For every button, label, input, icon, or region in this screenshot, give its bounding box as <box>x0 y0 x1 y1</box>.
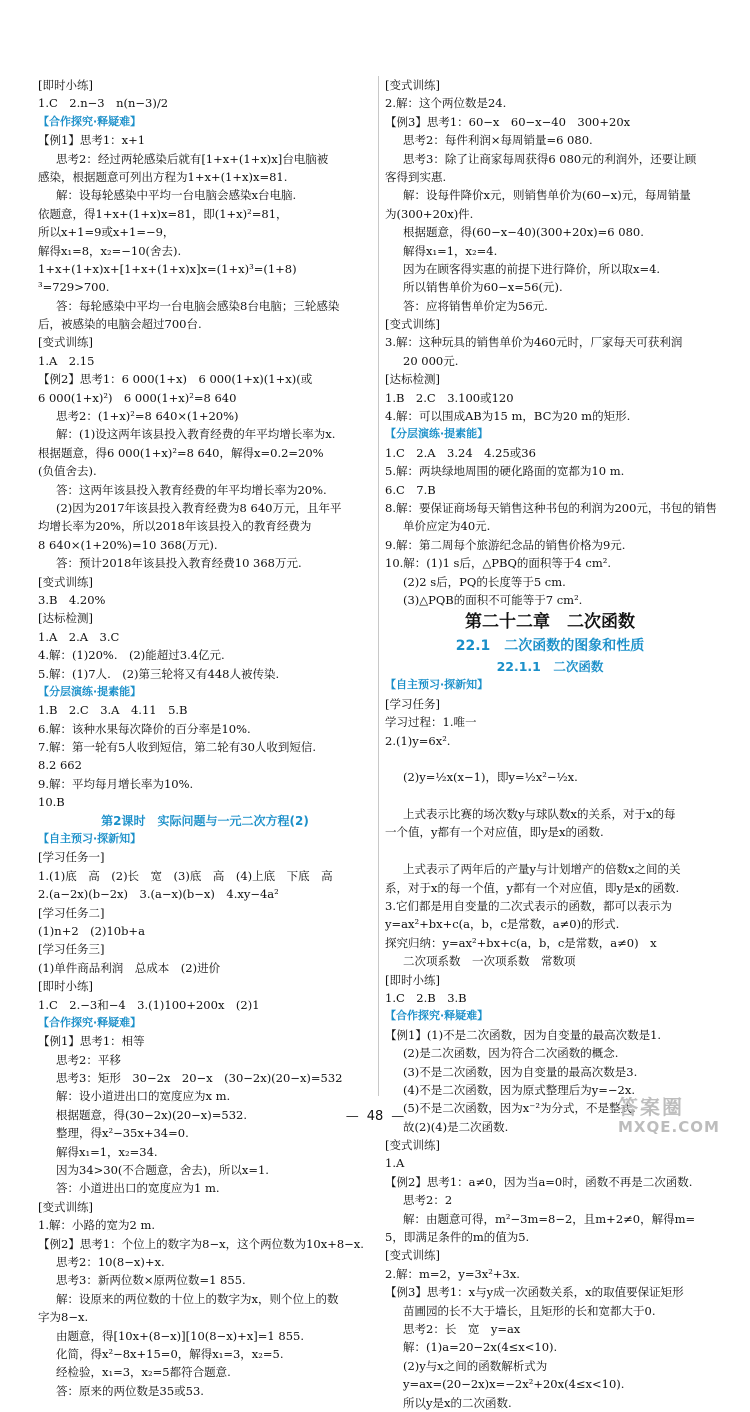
right-column-line: 根据题意，得(60−x−40)(300+20x)=6 080. <box>403 225 644 240</box>
left-column-line: (2)因为2017年该县投入教育经费为8 640万元，且年平 <box>56 500 342 515</box>
left-column-line: 1.C 2.n−3 n(n−3)/2 <box>38 96 169 111</box>
right-column-line: 客得到实惠. <box>385 169 447 184</box>
right-column-line: 一个值，y都有一个对应值，即y是x的函数. <box>385 825 604 840</box>
left-column-line: 8 640×(1+20%)=10 368(万元). <box>38 537 218 552</box>
right-column-line: 【例3】思考1：60−x 60−x−40 300+20x <box>385 114 631 129</box>
left-column-line: 1.A 2.15 <box>38 353 95 368</box>
right-column-line: 1.B 2.C 3.100或120 <box>385 390 514 405</box>
right-column-line: 【例1】(1)不是二次函数，因为自变量的最高次数是1. <box>385 1027 662 1042</box>
left-column-line: [学习任务一] <box>38 850 105 865</box>
right-column-line: [变式训练] <box>385 317 440 332</box>
right-column-line: y=ax²+bx+c(a，b，c是常数，a≠0)的形式. <box>385 917 620 932</box>
right-column-line: 8.解：要保证商场每天销售这种书包的利润为200元，书包的销售 <box>385 500 717 515</box>
left-column-line: 解得x₁=8，x₂=−10(舍去). <box>38 243 182 258</box>
right-column-line: 1.A <box>385 1156 405 1171</box>
left-column-line: 答：原来的两位数是35或53. <box>56 1383 204 1398</box>
right-column-line: 【例2】思考1：a≠0，因为当a=0时，函数不再是二次函数. <box>385 1174 693 1189</box>
left-column-line: [变式训练] <box>38 335 93 350</box>
left-column-line: 因为34>30(不合题意，舍去)，所以x=1. <box>56 1163 269 1178</box>
right-column-line: 学习过程：1.唯一 <box>385 715 477 730</box>
right-column-line: 解：设每件降价x元，则销售单价为(60−x)元，每周销量 <box>403 188 691 203</box>
left-column-line: [即时小练] <box>38 979 93 994</box>
right-column-line <box>385 842 715 860</box>
left-column-line: 答：每轮感染中平均一台电脑会感染8台电脑；三轮感染 <box>56 298 340 313</box>
right-column-line: 所以y是x的二次函数. <box>403 1395 512 1410</box>
left-column-line: 由题意，得[10x+(8−x)][10(8−x)+x]=1 855. <box>56 1328 304 1343</box>
left-column-line: [学习任务二] <box>38 905 105 920</box>
watermark-top-text: 答案圈 <box>618 1095 684 1119</box>
left-column-line: 5.解：(1)7人. (2)第三轮将又有448人被传染. <box>38 666 280 681</box>
right-column-line: 上式表示了两年后的产量y与计划增产的倍数x之间的关 <box>403 862 681 877</box>
left-column-line: 【自主预习·探新知】 <box>38 832 142 846</box>
left-column-line: 经检验，x₁=3，x₂=5都符合题意. <box>56 1365 231 1380</box>
right-column-line: (3)△PQB的面积不可能等于7 cm². <box>403 592 583 607</box>
right-column-line: [变式训练] <box>385 78 440 92</box>
right-column-line: y=ax=(20−2x)x=−2x²+20x(4≤x<10). <box>403 1377 625 1392</box>
left-column-line: 思考3：矩形 30−2x 20−x (30−2x)(20−x)=532 <box>56 1071 343 1086</box>
right-column-line: 思考3：除了让商家每周获得6 080元的利润外，还要让顾 <box>403 151 697 166</box>
right-column-line: [即时小练] <box>385 972 440 987</box>
right-column-line: 9.解：第二周每个旅游纪念品的销售价格为9元. <box>385 537 626 552</box>
right-column-line: (4)不是二次函数，因为原式整理后为y=−2x. <box>403 1082 636 1097</box>
left-column-line: 思考2：经过两轮感染后就有[1+x+(1+x)x]台电脑被 <box>56 151 329 166</box>
left-column-line: 【合作探究·释疑难】 <box>38 1015 142 1029</box>
left-column-line: 【例2】思考1：6 000(1+x) 6 000(1+x)(1+x)(或 <box>38 372 313 387</box>
left-column-line: 8.2 662 <box>38 758 82 773</box>
right-column-line: 22.1.1 二次函数 <box>496 659 604 675</box>
right-column-line: 思考2：每件利润×每周销量=6 080. <box>403 133 593 148</box>
right-column-line: 20 000元. <box>403 353 459 368</box>
right-column-line: 解：(1)a=20−2x(4≤x<10). <box>403 1340 558 1355</box>
right-column-line: 所以销售单价为60−x=56(元). <box>403 280 563 295</box>
left-column-line: [变式训练] <box>38 574 93 589</box>
left-column-line: 思考3：新两位数×原两位数=1 855. <box>56 1273 246 1288</box>
right-column-line: 因为在顾客得实惠的前提下进行降价，所以取x=4. <box>403 261 661 276</box>
left-column-line: 整理，得x²−35x+34=0. <box>56 1126 189 1141</box>
left-column-line: 思考2：(1+x)²=8 640×(1+20%) <box>56 409 239 424</box>
left-column-line: [变式训练] <box>38 1199 93 1214</box>
left-column-line: 6.解：该种水果每次降价的百分率是10%. <box>38 721 251 736</box>
right-column-line: 22.1 二次函数的图象和性质 <box>455 638 645 655</box>
right-column-line: 【分层演练·提素能】 <box>385 427 489 441</box>
right-column-line: 5.解：两块绿地周围的硬化路面的宽都为10 m. <box>385 464 625 479</box>
right-column-line: (2)是二次函数，因为符合二次函数的概念. <box>403 1046 619 1061</box>
left-column-line: 1.C 2.−3和−4 3.(1)100+200x (2)1 <box>38 997 260 1012</box>
left-column-line: 【例1】思考1：相等 <box>38 1034 145 1049</box>
left-column-line: 3.B 4.20% <box>38 592 106 607</box>
right-column-line: (5)不是二次函数，因为x⁻²为分式，不是整式. <box>403 1101 636 1116</box>
right-column-line: 上式表示比赛的场次数y与球队数x的关系，对于x的每 <box>403 807 676 822</box>
right-column-line: 2.(1)y=6x². <box>385 733 451 748</box>
right-column-line: (2)y=½x(x−1)，即y=½x²−½x. <box>403 770 578 785</box>
right-column-line: 苗圃园的长不大于墙长，且矩形的长和宽都大于0. <box>403 1303 656 1318</box>
right-column-line: 【例3】思考1：x与y成一次函数关系，x的取值要保证矩形 <box>385 1285 684 1300</box>
left-column-line: 所以x+1=9或x+1=−9， <box>38 225 175 240</box>
right-column-line: [学习任务] <box>385 696 440 711</box>
right-column-line: 单价应定为40元. <box>403 519 491 534</box>
left-column <box>38 76 372 1398</box>
column-divider <box>378 76 379 1096</box>
page-number: — 48 — <box>0 1108 750 1126</box>
left-column-line: (1)n+2 (2)10b+a <box>38 923 145 938</box>
right-column-line: 3.它们都是用自变量的二次式表示的函数，都可以表示为 <box>385 899 672 914</box>
right-column-line: 解：由题意可得，m²−3m=8−2，且m+2≠0，解得m= <box>403 1211 696 1226</box>
left-column-line: 思考2：平移 <box>56 1052 121 1067</box>
left-column-line: 根据题意，得(30−2x)(20−x)=532. <box>56 1107 248 1122</box>
left-column-line: 1+x+(1+x)x+[1+x+(1+x)x]x=(1+x)³=(1+8) <box>38 261 297 276</box>
left-column-line: 1.B 2.C 3.A 4.11 5.B <box>38 703 188 718</box>
right-column-line: 为(300+20x)件. <box>385 206 474 221</box>
right-column-line: [达标检测] <box>385 372 440 387</box>
left-column-line: [达标检测] <box>38 611 93 626</box>
right-column-line: 2.解：这个两位数是24. <box>385 96 507 111</box>
watermark-logo <box>618 1096 742 1138</box>
left-column-line: 根据题意，得6 000(1+x)²=8 640，解得x=0.2=20% <box>38 445 324 460</box>
left-column-line: 化简，得x²−8x+15=0，解得x₁=3，x₂=5. <box>56 1346 284 1361</box>
right-column-line: 答：应将销售单价定为56元. <box>403 298 548 313</box>
left-column-line: 6 000(1+x)²) 6 000(1+x)²=8 640 <box>38 390 237 405</box>
left-column-line: 第2课时 实际问题与一元二次方程(2) <box>101 813 309 828</box>
left-column-line: 1.(1)底 高 (2)长 宽 (3)底 高 (4)上底 下底 高 <box>38 868 333 883</box>
left-column-line: 答：预计2018年该县投入教育经费10 368万元. <box>56 556 302 571</box>
left-column-line: 解：设每轮感染中平均一台电脑会感染x台电脑. <box>56 188 297 203</box>
right-column-line: 【合作探究·释疑难】 <box>385 1009 489 1023</box>
right-column-line: 思考2：长 宽 y=ax <box>403 1322 521 1336</box>
right-column-line: 第二十二章 二次函数 <box>465 612 635 633</box>
left-column-line: 解：(1)设这两年该县投入教育经费的年平均增长率为x. <box>56 427 336 442</box>
right-column-line: 5，即满足条件的m的值为5. <box>385 1230 530 1245</box>
right-column-line: 二次项系数 一次项系数 常数项 <box>403 954 576 969</box>
left-column-line: 9.解：平均每月增长率为10%. <box>38 776 194 791</box>
left-column-line: 思考2：10(8−x)+x. <box>56 1255 165 1269</box>
left-column-line: [学习任务三] <box>38 942 105 957</box>
right-column-line <box>385 750 715 768</box>
left-column-line: 【例2】思考1：个位上的数字为8−x，这个两位数为10x+8−x. <box>38 1236 364 1251</box>
left-column-line: 2.(a−2x)(b−2x) 3.(a−x)(b−x) 4.xy−4a² <box>38 887 279 902</box>
right-column-line: 思考2：2 <box>403 1193 453 1208</box>
left-column-line: 后，被感染的电脑会超过700台. <box>38 317 202 332</box>
right-column-line: 6.C 7.B <box>385 482 436 497</box>
right-column-line: 1.C 2.B 3.B <box>385 990 467 1005</box>
right-column-line: [变式训练] <box>385 1138 440 1153</box>
right-column-line: 解得x₁=1，x₂=4. <box>403 243 498 258</box>
right-column-line: (2)2 s后，PQ的长度等于5 cm. <box>403 574 566 589</box>
left-column-line: 解：设小道进出口的宽度应为x m. <box>56 1089 231 1104</box>
right-column-line: [变式训练] <box>385 1248 440 1263</box>
left-column-line: 【例1】思考1：x+1 <box>38 133 146 148</box>
left-column-line: 1.解：小路的宽为2 m. <box>38 1218 156 1233</box>
left-column-line: 10.B <box>38 795 65 810</box>
left-column-line: [即时小练] <box>38 78 93 92</box>
left-column-line: 均增长率为20%，所以2018年该县投入的教育经费为 <box>38 519 312 534</box>
left-column-line: 感染，根据题意可列出方程为1+x+(1+x)x=81. <box>38 169 288 184</box>
left-column-line: 1.A 2.A 3.C <box>38 629 120 644</box>
right-column-line: (2)y与x之间的函数解析式为 <box>403 1358 548 1373</box>
right-column-line: 1.C 2.A 3.24 4.25或36 <box>385 445 536 460</box>
left-column-line: 字为8−x. <box>38 1310 89 1325</box>
right-column-line <box>385 787 715 805</box>
right-column-line: 4.解：可以围成AB为15 m，BC为20 m的矩形. <box>385 409 631 424</box>
right-column-line: 2.解：m=2，y=3x²+3x. <box>385 1266 520 1281</box>
left-column-line: 【分层演练·提素能】 <box>38 684 142 698</box>
left-column-line: 答：小道进出口的宽度应为1 m. <box>56 1181 220 1196</box>
right-column-line: 探究归纳：y=ax²+bx+c(a，b，c是常数，a≠0) x <box>385 935 657 950</box>
left-column-line: (1)单件商品利润 总成本 (2)进价 <box>38 960 221 975</box>
right-column-line: 3.解：这种玩具的销售单价为460元时，厂家每天可获利润 <box>385 335 683 350</box>
left-column-line: (负值舍去). <box>38 464 97 479</box>
right-column-line: (3)不是二次函数，因为自变量的最高次数是3. <box>403 1064 638 1079</box>
watermark-bottom-text: MXQE.COM <box>618 1118 720 1136</box>
right-column-line: 故(2)(4)是二次函数. <box>403 1119 509 1134</box>
left-column-line: 解：设原来的两位数的十位上的数字为x，则个位上的数 <box>56 1291 339 1306</box>
left-column-line: ³=729>700. <box>38 280 110 295</box>
left-column-line: 【合作探究·释疑难】 <box>38 114 142 128</box>
left-column-line: 解得x₁=1，x₂=34. <box>56 1144 158 1159</box>
left-column-line: 4.解：(1)20%. (2)能超过3.4亿元. <box>38 648 225 663</box>
left-column-line: 依题意，得1+x+(1+x)x=81，即(1+x)²=81， <box>38 206 288 221</box>
right-column-line: 10.解：(1)1 s后，△PBQ的面积等于4 cm². <box>385 556 611 571</box>
left-column-line: 7.解：第一轮有5人收到短信，第二轮有30人收到短信. <box>38 740 317 755</box>
right-column-line: 【自主预习·探新知】 <box>385 678 489 692</box>
left-column-line: 答：这两年该县投入教育经费的年平均增长率为20%. <box>56 482 327 497</box>
right-column-line: 系，对于x的每一个值，y都有一个对应值，即y是x的函数. <box>385 880 680 895</box>
